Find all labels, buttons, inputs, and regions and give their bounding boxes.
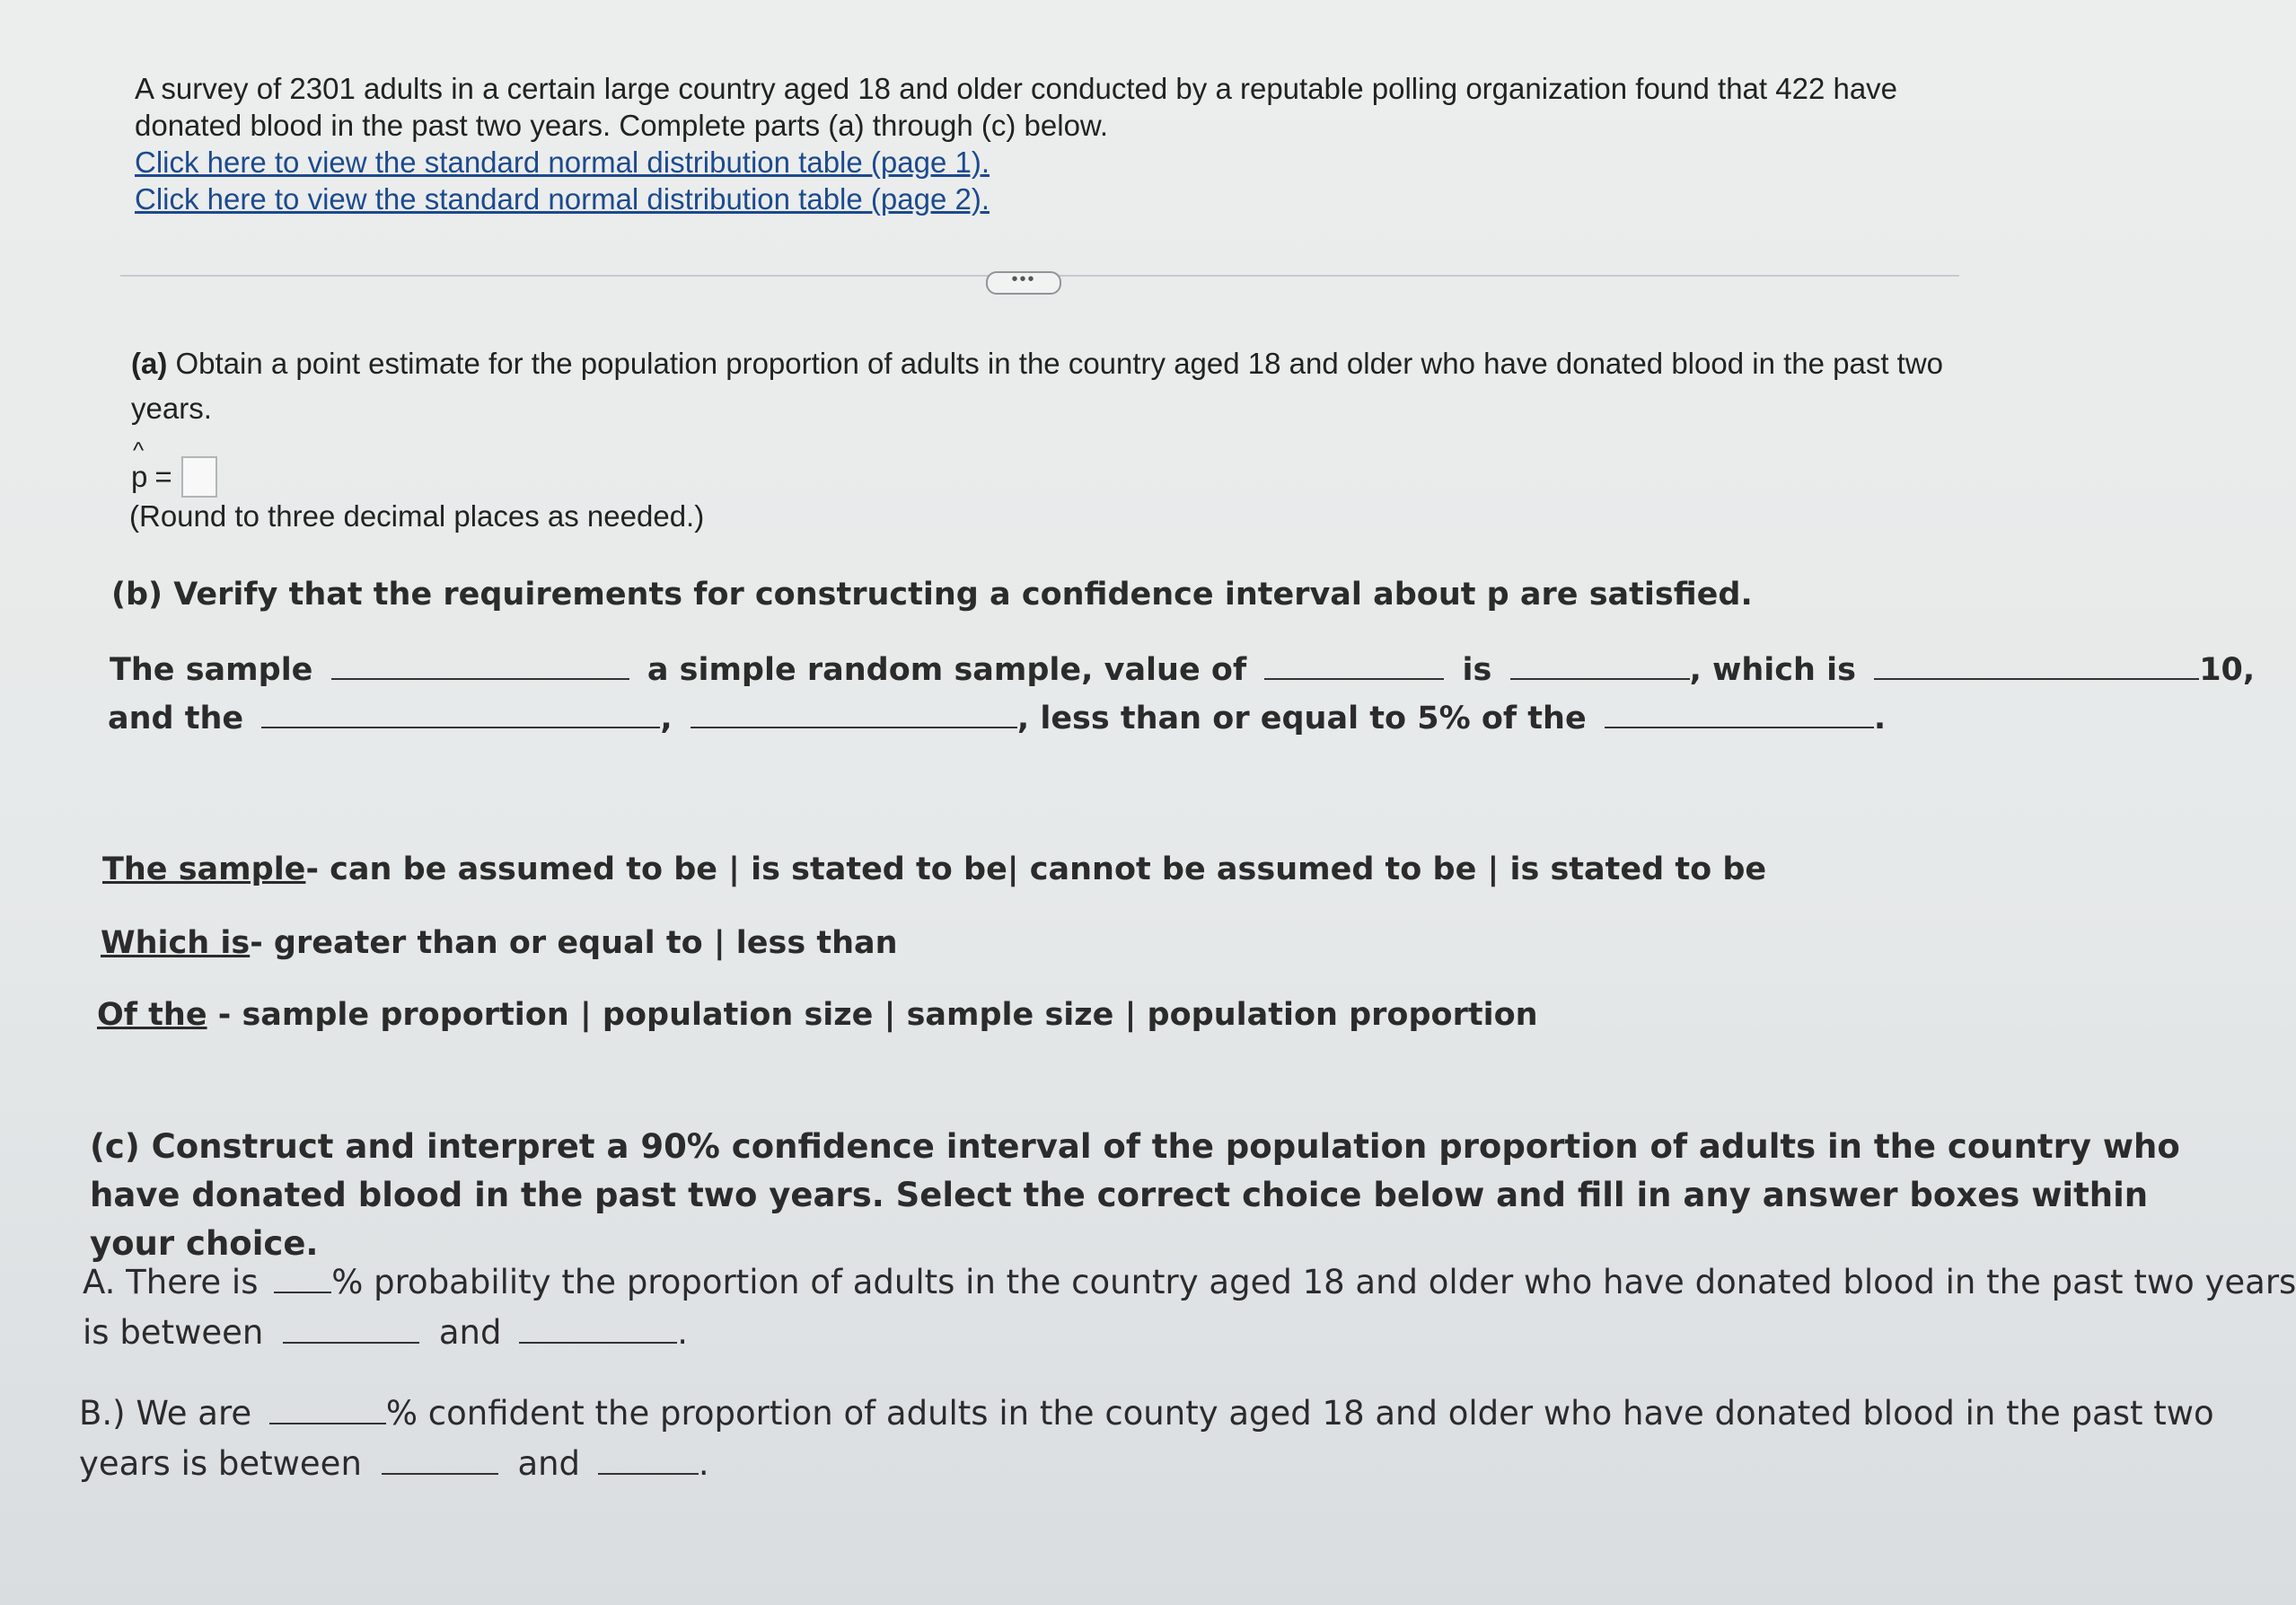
choice-a-upper-blank[interactable] (519, 1341, 677, 1344)
choice-a-text5: . (677, 1313, 689, 1352)
and-the-blank[interactable] (261, 726, 660, 728)
choice-a-text4: and (438, 1313, 502, 1352)
normal-table-link-page2[interactable]: Click here to view the standard normal distribution table (page 2). (135, 182, 990, 216)
which-is-blank[interactable] (1874, 677, 2199, 680)
part-a-question (131, 341, 1954, 431)
b1-text4: , which is (1689, 652, 1856, 688)
part-c-heading: (c) Construct and interpret a 90% confidence interval of the population proportion of adults in the country who have donated blood in the past two years. Select the correct choice below and fill in any answer boxes within your choice. (90, 1127, 2180, 1263)
choice-b[interactable] (79, 1389, 2214, 1489)
which-is-label: Which is (101, 925, 251, 961)
second-blank[interactable] (691, 726, 1017, 728)
which-is-list: - greater than or equal to | less than (250, 925, 898, 961)
choice-a-text3: is between (83, 1313, 264, 1352)
choice-b-text2: % confident the proportion of adults in the county aged 18 and older who have donated blood in the past two (385, 1394, 2214, 1433)
b2-text3: , less than or equal to 5% of the (1016, 701, 1587, 736)
problem-intro (135, 70, 1931, 217)
round-note: (Round to three decimal places as needed.) (129, 499, 705, 533)
choice-a-line1 (83, 1257, 2296, 1308)
hat-symbol: ^ (133, 437, 145, 463)
b1-text2: a simple random sample, value of (647, 652, 1247, 688)
choice-a-text1: A. There is (83, 1263, 259, 1301)
sample-options-list: - can be assumed to be | is stated to be| cannot be assumed to be | is stated to be (305, 851, 1767, 887)
phat-answer-row (131, 437, 217, 498)
choice-a-text2: % probability the proportion of adults in the country aged 18 and older who have donated blood in the past two years (331, 1263, 2296, 1301)
b1-text5: 10, (2199, 652, 2256, 688)
choice-b-text4: and (517, 1444, 581, 1483)
part-b-line2 (108, 701, 1886, 736)
b2-text1: and the (108, 701, 244, 736)
of-the-label: Of the (97, 997, 207, 1033)
of-the-blank[interactable] (1605, 726, 1874, 728)
phat-symbol (131, 437, 148, 494)
which-is-options (101, 925, 898, 961)
choice-a-probability-blank[interactable] (274, 1291, 331, 1293)
choice-b-confidence-blank[interactable] (269, 1422, 386, 1424)
choice-a-line2 (83, 1308, 2296, 1358)
of-the-list: - sample proportion | population size | sample size | population proportion (207, 997, 1538, 1033)
sample-options (102, 851, 1766, 887)
b1-text3: is (1462, 652, 1492, 688)
expand-more-button[interactable]: ••• (986, 271, 1061, 295)
sample-options-label: The sample (102, 851, 306, 887)
normal-table-link-page1[interactable]: Click here to view the standard normal distribution table (page 1). (135, 146, 990, 179)
choice-a-lower-blank[interactable] (283, 1341, 419, 1344)
choice-b-upper-blank[interactable] (598, 1472, 699, 1475)
part-a-text: Obtain a point estimate for the population proportion of adults in the country aged 18 and older who have donated blood in the past two years. (131, 347, 1944, 425)
choice-b-line1 (79, 1389, 2214, 1439)
b2-text4: . (1873, 701, 1887, 736)
problem-text: A survey of 2301 adults in a certain large country aged 18 and older conducted by a reputable polling organization found that 422 have donated blood in the past two years. Complete parts (a) through (c) below. (135, 72, 1898, 142)
phat-answer-input[interactable] (181, 456, 217, 498)
part-b-line1 (110, 652, 2255, 688)
choice-b-line2 (79, 1439, 2214, 1489)
is-blank[interactable] (1510, 677, 1690, 680)
part-a-label: (a) (131, 347, 168, 380)
equals-sign: = (154, 460, 172, 493)
p-letter: p (131, 460, 148, 493)
part-b-heading: (b) Verify that the requirements for constructing a confidence interval about p are satisfied. (111, 577, 1753, 613)
choice-b-text5: . (698, 1444, 709, 1483)
value-of-blank[interactable] (1264, 677, 1444, 680)
of-the-options (97, 997, 1538, 1033)
sample-blank[interactable] (331, 677, 629, 680)
choice-b-text1: B.) We are (79, 1394, 252, 1433)
choice-b-lower-blank[interactable] (382, 1472, 498, 1475)
choice-a[interactable] (83, 1257, 2296, 1358)
b2-text2: , (660, 701, 673, 736)
b1-text1: The sample (110, 652, 313, 688)
choice-b-text3: years is between (79, 1444, 362, 1483)
